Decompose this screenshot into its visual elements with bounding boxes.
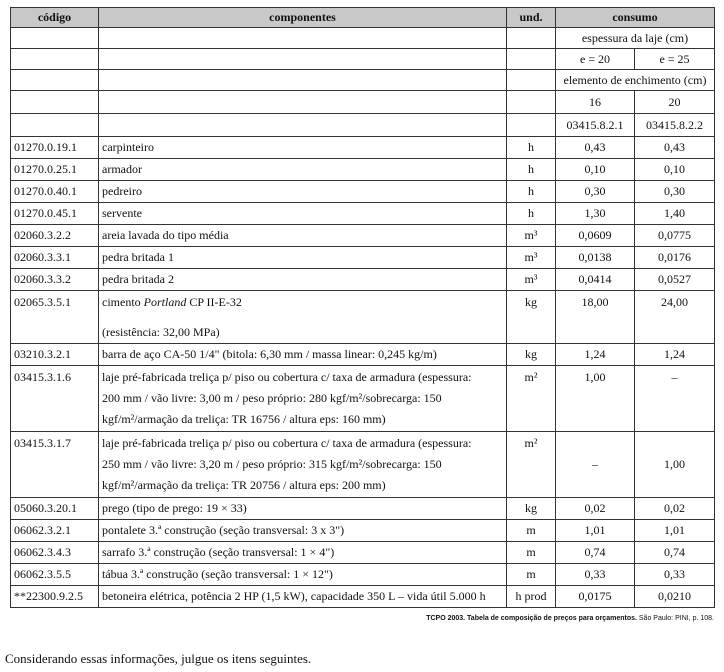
header-consumo: consumo <box>556 8 715 28</box>
table-row <box>11 159 715 181</box>
row-unit: h <box>507 159 556 181</box>
row-consumo-e25: 0,30 <box>635 181 715 203</box>
row-consumo-e25: 0,0210 <box>635 586 715 608</box>
row-unit: m <box>507 542 556 564</box>
row-consumo-e20: 0,02 <box>556 498 635 520</box>
row-consumo-e25: 0,0527 <box>635 269 715 291</box>
subheader-row <box>11 70 715 91</box>
intro-text: Considerando essas informações, julgue os itens seguintes. <box>5 651 312 666</box>
row-unit: kg <box>507 291 556 344</box>
row-consumo-e20: 0,74 <box>556 542 635 564</box>
row-consumo-e25: 24,00 <box>635 291 715 344</box>
row-code: 02060.3.3.2 <box>11 269 99 291</box>
table-row <box>11 586 715 608</box>
subheader-e25: e = 25 <box>635 49 715 70</box>
subheader-row <box>11 114 715 137</box>
row-code: 02060.3.2.2 <box>11 225 99 247</box>
row-consumo-e25: 0,0775 <box>635 225 715 247</box>
header-componentes: componentes <box>99 8 507 28</box>
row-consumo-e20: 0,0414 <box>556 269 635 291</box>
row-consumo-e25: 1,24 <box>635 344 715 366</box>
subheader-espessura: espessura da laje (cm) <box>556 28 715 49</box>
subheader-row <box>11 49 715 70</box>
row-description: carpinteiro <box>99 137 507 159</box>
table-row <box>11 247 715 269</box>
row-unit: h <box>507 137 556 159</box>
table-row <box>11 203 715 225</box>
table-row <box>11 432 715 498</box>
row-code: 01270.0.19.1 <box>11 137 99 159</box>
row-description: laje pré-fabricada treliça p/ piso ou cobertura c/ taxa de armadura (espessura: 200 mm / vão livre: 3,00 m / peso próprio: 280 kgf/m²/sobrecarga: 150 kgf/m²/armação da treliça: TR 16756 / altura eps: 160 mm) <box>99 366 507 432</box>
subheader-elemento: elemento de enchimento (cm) <box>556 70 715 91</box>
row-description: tábua 3.ª construção (seção transversal: 1 × 12") <box>99 564 507 586</box>
row-unit: h prod <box>507 586 556 608</box>
row-consumo-e20: 0,43 <box>556 137 635 159</box>
row-unit: m² <box>507 366 556 432</box>
row-description: servente <box>99 203 507 225</box>
row-code: 02065.3.5.1 <box>11 291 99 344</box>
table-row <box>11 564 715 586</box>
row-unit: kg <box>507 498 556 520</box>
table-row <box>11 291 715 344</box>
row-unit: m <box>507 564 556 586</box>
row-consumo-e20: 18,00 <box>556 291 635 344</box>
row-code: 02060.3.3.1 <box>11 247 99 269</box>
table-row <box>11 542 715 564</box>
row-description: areia lavada do tipo média <box>99 225 507 247</box>
row-consumo-e20: 1,24 <box>556 344 635 366</box>
row-unit: h <box>507 203 556 225</box>
row-consumo-e25: 1,40 <box>635 203 715 225</box>
row-code: 05060.3.20.1 <box>11 498 99 520</box>
row-code: 06062.3.5.5 <box>11 564 99 586</box>
row-code: 01270.0.40.1 <box>11 181 99 203</box>
row-consumo-e20: – <box>556 432 635 498</box>
row-code: 03415.3.1.6 <box>11 366 99 432</box>
row-code: 03210.3.2.1 <box>11 344 99 366</box>
row-consumo-e25: 0,43 <box>635 137 715 159</box>
subheader-e20: e = 20 <box>556 49 635 70</box>
row-consumo-e20: 0,0175 <box>556 586 635 608</box>
subheader-v20: 20 <box>635 91 715 114</box>
row-consumo-e20: 0,0609 <box>556 225 635 247</box>
row-description: pedra britada 2 <box>99 269 507 291</box>
row-consumo-e25: 0,10 <box>635 159 715 181</box>
row-description: laje pré-fabricada treliça p/ piso ou cobertura c/ taxa de armadura (espessura: 250 mm / vão livre: 3,20 m / peso próprio: 315 kgf/m²/sobrecarga: 150 kgf/m²/armação da treliça: TR 20756 / altura eps: 200 mm) <box>99 432 507 498</box>
row-consumo-e20: 1,01 <box>556 520 635 542</box>
table-row <box>11 181 715 203</box>
subheader-row <box>11 28 715 49</box>
subheader-v16: 16 <box>556 91 635 114</box>
row-code: 06062.3.4.3 <box>11 542 99 564</box>
header-codigo: código <box>11 8 99 28</box>
row-unit: h <box>507 181 556 203</box>
header-und: und. <box>507 8 556 28</box>
row-code: 03415.3.1.7 <box>11 432 99 498</box>
row-description: pontalete 3.ª construção (seção transversal: 3 x 3") <box>99 520 507 542</box>
row-consumo-e20: 0,33 <box>556 564 635 586</box>
table-row <box>11 366 715 432</box>
row-consumo-e25: 0,74 <box>635 542 715 564</box>
row-consumo-e25: – <box>635 366 715 432</box>
row-description: prego (tipo de prego: 19 × 33) <box>99 498 507 520</box>
row-consumo-e25: 0,0176 <box>635 247 715 269</box>
row-description: betoneira elétrica, potência 2 HP (1,5 kW), capacidade 350 L – vida útil 5.000 h <box>99 586 507 608</box>
row-unit: kg <box>507 344 556 366</box>
row-description: armador <box>99 159 507 181</box>
table-row <box>11 498 715 520</box>
row-description: sarrafo 3.ª construção (seção transversal: 1 × 4") <box>99 542 507 564</box>
table-header-row <box>11 8 715 28</box>
row-consumo-e25: 0,02 <box>635 498 715 520</box>
row-consumo-e25: 0,33 <box>635 564 715 586</box>
row-consumo-e25: 1,01 <box>635 520 715 542</box>
row-unit: m <box>507 520 556 542</box>
source-citation: TCPO 2003. Tabela de composição de preços para orçamentos. São Paulo: PINI, p. 108. <box>426 615 714 622</box>
table-row <box>11 344 715 366</box>
row-consumo-e20: 0,30 <box>556 181 635 203</box>
row-description: cimento Portland CP II-E-32 (resistência: 32,00 MPa) <box>99 291 507 344</box>
row-consumo-e20: 1,30 <box>556 203 635 225</box>
row-consumo-e25: 1,00 <box>635 432 715 498</box>
row-code: 01270.0.45.1 <box>11 203 99 225</box>
row-unit: m² <box>507 432 556 498</box>
subheader-row <box>11 91 715 114</box>
table-row <box>11 225 715 247</box>
row-consumo-e20: 0,0138 <box>556 247 635 269</box>
row-unit: m³ <box>507 269 556 291</box>
row-description: barra de aço CA-50 1/4" (bitola: 6,30 mm / massa linear: 0,245 kg/m) <box>99 344 507 366</box>
row-unit: m³ <box>507 247 556 269</box>
table-row <box>11 520 715 542</box>
composition-table <box>10 7 715 608</box>
subheader-code1: 03415.8.2.1 <box>556 114 635 137</box>
row-description: pedreiro <box>99 181 507 203</box>
document <box>10 7 714 629</box>
row-consumo-e20: 1,00 <box>556 366 635 432</box>
subheader-code2: 03415.8.2.2 <box>635 114 715 137</box>
table-row <box>11 137 715 159</box>
row-code: 06062.3.2.1 <box>11 520 99 542</box>
row-description: pedra britada 1 <box>99 247 507 269</box>
table-row <box>11 269 715 291</box>
row-code: **22300.9.2.5 <box>11 586 99 608</box>
row-consumo-e20: 0,10 <box>556 159 635 181</box>
row-code: 01270.0.25.1 <box>11 159 99 181</box>
row-unit: m³ <box>507 225 556 247</box>
